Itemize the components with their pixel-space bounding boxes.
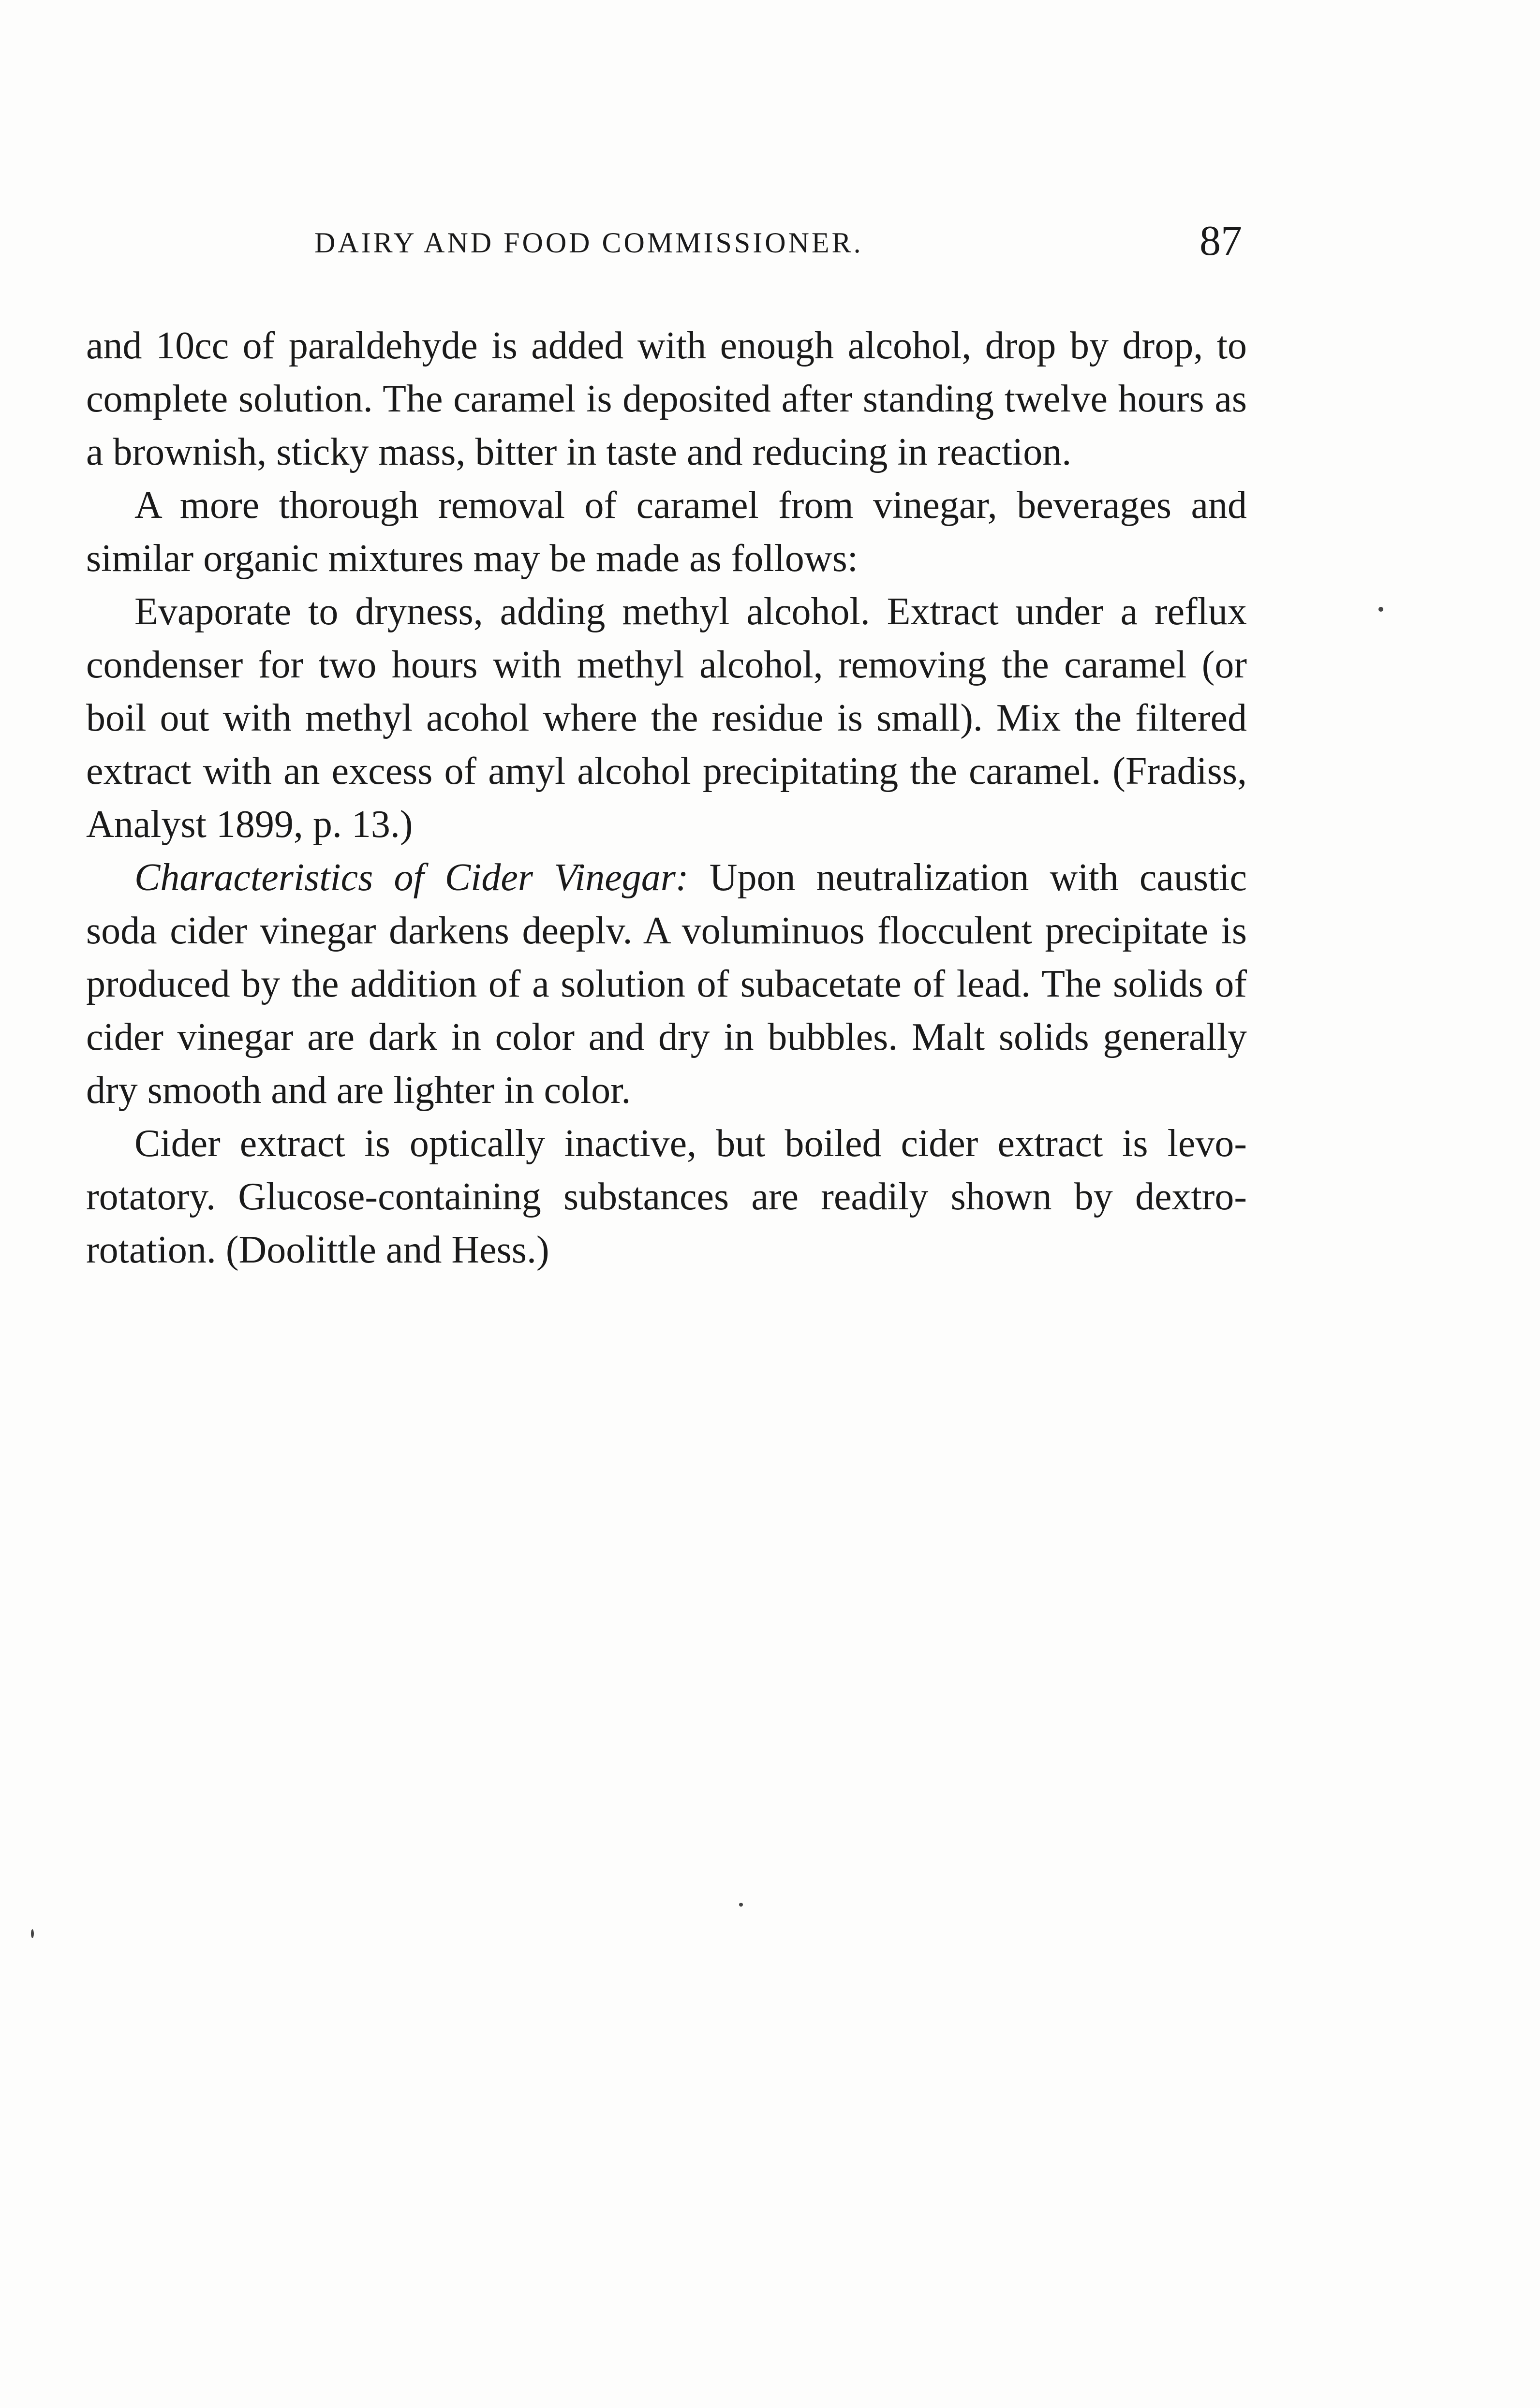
- paragraph-caramel-deposit: [86, 319, 1247, 479]
- page-number: 87: [1199, 218, 1242, 264]
- body-text: [86, 319, 1247, 1277]
- running-head: [87, 217, 1248, 265]
- scan-speck: [31, 1929, 34, 1938]
- paragraph-text: A more thorough removal of caramel from vinegar, beverages and similar organic mixtures may be made as follows:: [86, 484, 1247, 580]
- paragraph-text: Upon neutralization with caustic soda cider vinegar darkens deeplv. A voluminuos flocculent precipitate is produced by the addition of a solution of subacetate of lead. The solids of cider vinegar are dark in color and dry in bubbles. Malt solids generally dry smooth and are lighter in color.: [86, 856, 1247, 1112]
- paragraph-caramel-removal-intro: [86, 479, 1247, 585]
- scan-speck: [739, 1903, 743, 1907]
- paragraph-cider-vinegar-characteristics: [86, 851, 1247, 1117]
- paragraph-text: Cider extract is optically inactive, but boiled cider extract is levo-rotatory. Glucose-containing substances are readily shown by dextro-rotation. (Doolittle and Hess.): [86, 1122, 1247, 1271]
- paragraph-cider-extract: [86, 1117, 1247, 1277]
- paragraph-text: Evaporate to dryness, adding methyl alcohol. Extract under a reflux condenser for two hours with methyl alcohol, removing the caramel (or boil out with methyl acohol where the residue is small). Mix the filtered extract with an excess of amyl alcohol precipitating the caramel. (Fradiss, Analyst 1899, p. 13.): [86, 590, 1247, 846]
- paragraph-text: and 10cc of paraldehyde is added with enough alcohol, drop by drop, to complete solution. The caramel is deposited after standing twelve hours as a brownish, sticky mass, bitter in taste and reducing in reaction.: [86, 324, 1247, 473]
- paragraph-evaporate-method: [86, 585, 1247, 851]
- section-heading-italic: Characteristics of Cider Vinegar:: [134, 856, 689, 899]
- running-title: DAIRY AND FOOD COMMISSIONER.: [314, 227, 863, 259]
- scan-speck: [1378, 607, 1383, 612]
